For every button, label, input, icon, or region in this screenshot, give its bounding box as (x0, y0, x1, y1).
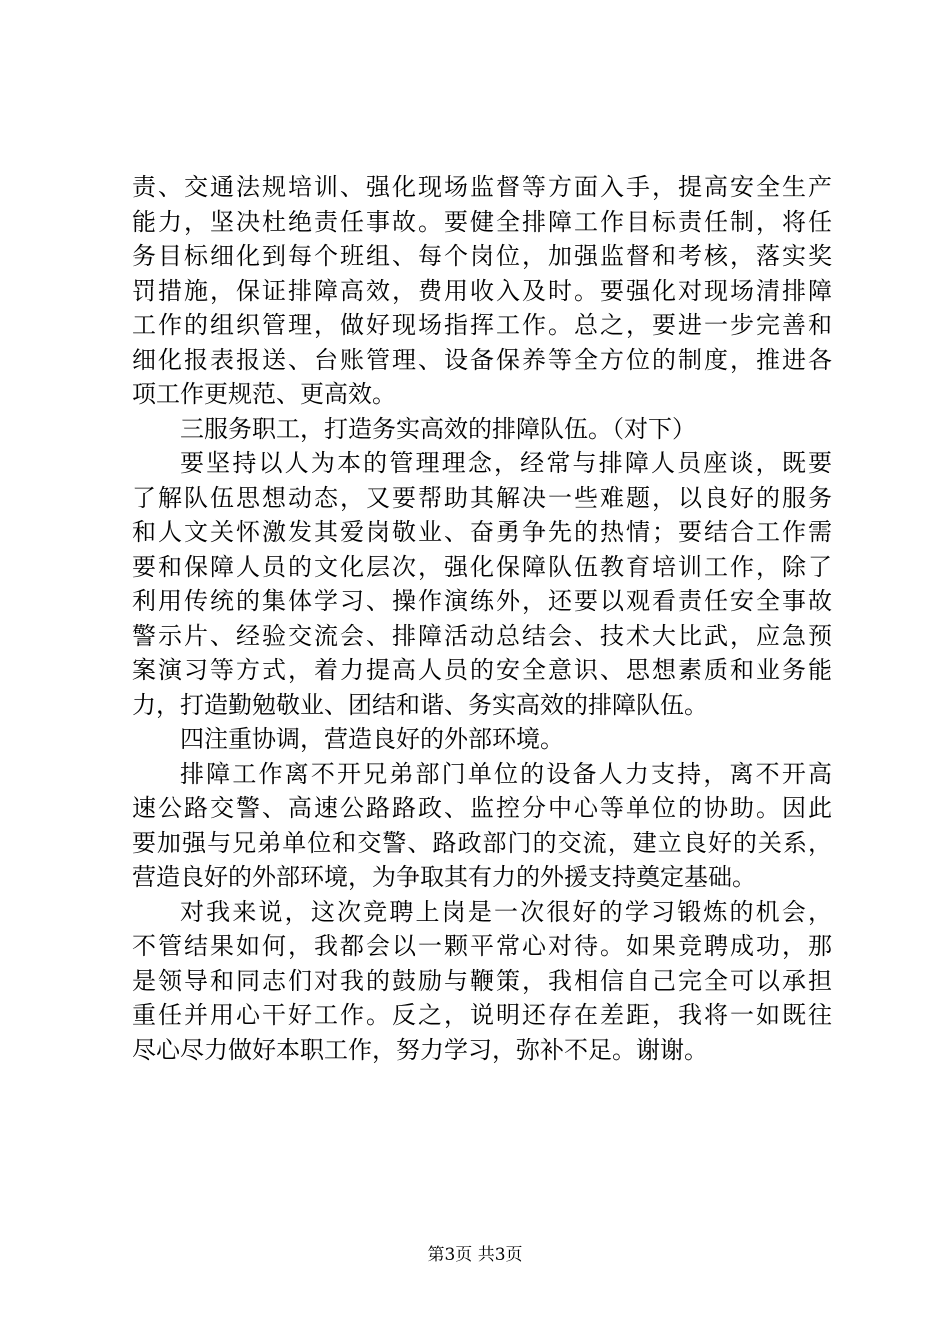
paragraph-line: 要坚持以人为本的管理理念，经常与排障人员座谈，既要 (180, 449, 832, 477)
paragraph-line: 细化报表报送、台账管理、设备保养等全方位的制度，推进各 (132, 345, 832, 374)
paragraph (132, 895, 832, 1068)
paragraph-line: 尽心尽力做好本职工作，努力学习，弥补不足。谢谢。 (132, 1035, 708, 1064)
paragraph-line: 利用传统的集体学习、操作演练外，还要以观看责任安全事故 (132, 587, 832, 615)
paragraph-line: 项工作更规范、更高效。 (132, 380, 396, 408)
paragraph-line: 不管结果如何，我都会以一颗平常心对待。如果竞聘成功，那 (132, 932, 832, 960)
paragraph-line: 排障工作离不开兄弟部门单位的设备人力支持，离不开高 (180, 759, 832, 788)
paragraph-line: 案演习等方式，着力提高人员的安全意识、思想素质和业务能 (132, 656, 832, 684)
paragraph-line: 速公路交警、高速公路路政、监控分中心等单位的协助。因此 (132, 794, 832, 822)
page-footer: 第3页 共3页 (427, 1245, 523, 1265)
paragraph (132, 446, 832, 722)
paragraph-line: 三服务职工，打造务实高效的排障队伍。（对下） (180, 414, 696, 443)
paragraph (132, 757, 832, 895)
paragraph-line: 营造良好的外部环境，为争取其有力的外援支持奠定基础。 (132, 863, 756, 891)
paragraph (132, 412, 832, 447)
paragraph-line: 务目标细化到每个班组、每个岗位，加强监督和考核，落实奖 (132, 242, 832, 270)
paragraph-line: 是领导和同志们对我的鼓励与鞭策，我相信自己完全可以承担 (132, 966, 832, 995)
paragraph-line: 罚措施，保证排障高效，费用收入及时。要强化对现场清排障 (132, 276, 832, 305)
paragraph-line: 责、交通法规培训、强化现场监督等方面入手，提高安全生产 (132, 173, 832, 201)
paragraph (132, 722, 832, 757)
paragraph-line: 对我来说，这次竞聘上岗是一次很好的学习锻炼的机会， (180, 897, 832, 926)
paragraph-line: 警示片、经验交流会、排障活动总结会、技术大比武，应急预 (132, 621, 832, 650)
paragraph (132, 170, 832, 412)
paragraph-line: 了解队伍思想动态，又要帮助其解决一些难题，以良好的服务 (132, 483, 832, 512)
paragraph-line: 能力，坚决杜绝责任事故。要健全排障工作目标责任制，将任 (132, 207, 832, 236)
paragraph-line: 工作的组织管理，做好现场指挥工作。总之，要进一步完善和 (132, 311, 832, 339)
paragraph-line: 力，打造勤勉敬业、团结和谐、务实高效的排障队伍。 (132, 690, 708, 719)
document-body (132, 170, 832, 1067)
paragraph-line: 四注重协调，营造良好的外部环境。 (180, 725, 564, 753)
paragraph-line: 重任并用心干好工作。反之，说明还存在差距，我将一如既往 (132, 1001, 832, 1029)
paragraph-line: 要和保障人员的文化层次，强化保障队伍教育培训工作，除了 (132, 552, 832, 581)
paragraph-line: 和人文关怀激发其爱岗敬业、奋勇争先的热情；要结合工作需 (132, 518, 832, 546)
paragraph-line: 要加强与兄弟单位和交警、路政部门的交流，建立良好的关系， (132, 828, 832, 857)
